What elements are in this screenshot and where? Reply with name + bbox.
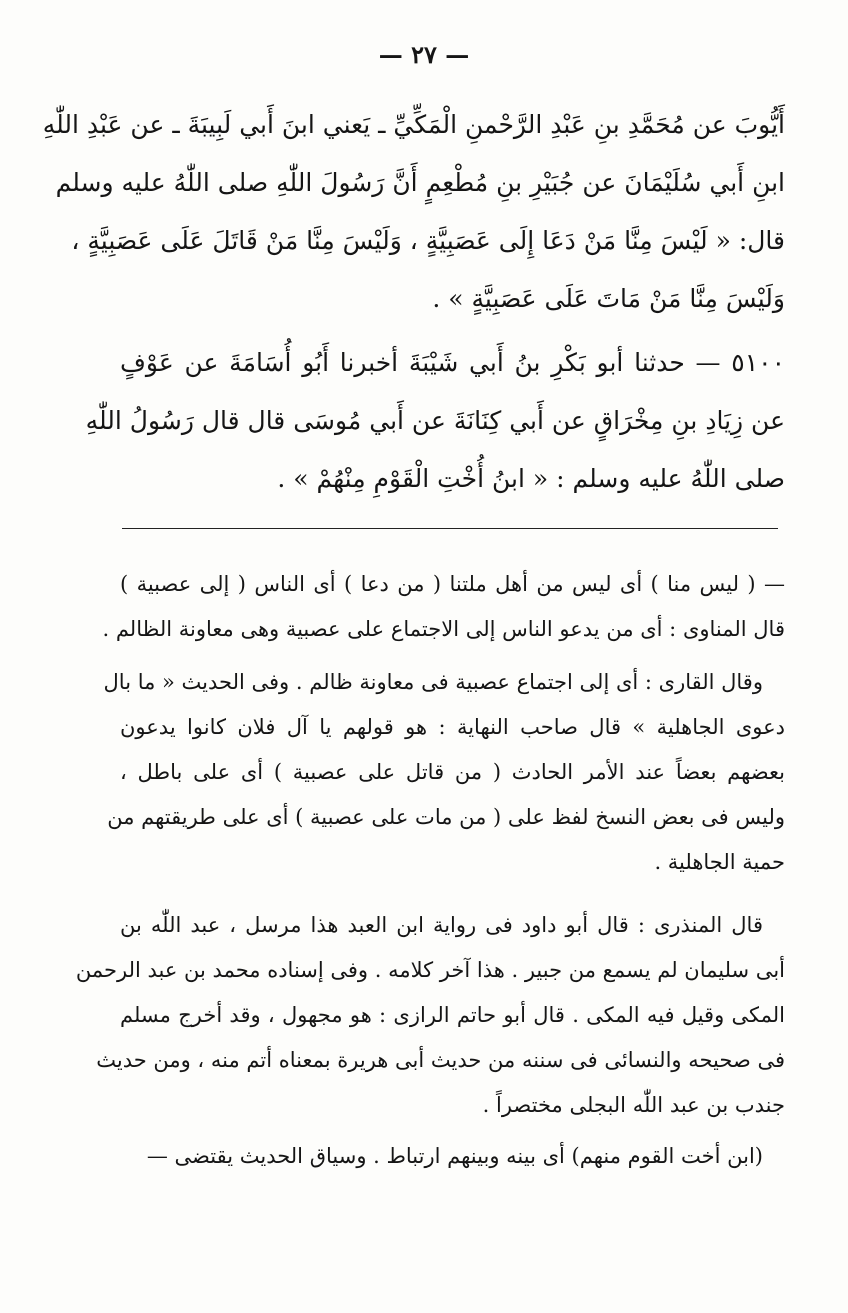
hadith-5100-line: صلى اللّٰهُ عليه وسلم : « ابنُ أُخْتِ الْقَوْمِ مِنْهُمْ » . xyxy=(277,464,785,493)
commentary-line: بعضهم بعضاً عند الأمر الحادث ( من قاتل على عصبية ) أى على باطل ، xyxy=(120,760,785,784)
commentary-line: فى صحيحه والنسائى فى سننه من حديث أبى هريرة بمعناه أتم منه ، ومن حديث xyxy=(96,1048,785,1072)
commentary-line: وقال القارى : أى إلى اجتماع عصبية فى معاونة ظالم . وفى الحديث « ما بال xyxy=(103,670,763,694)
commentary-line: حمية الجاهلية . xyxy=(654,850,785,874)
footnote-divider xyxy=(122,528,778,529)
hadith-5100-line: عن زِيَادِ بنِ مِخْرَاقٍ عن أَبي كِنَانَةَ عن أَبي مُوسَى قال قال رَسُولُ اللّٰهِ xyxy=(85,406,785,435)
page-number: — ٢٧ — xyxy=(378,40,470,69)
commentary-line: — ( ليس منا ) أى ليس من أهل ملتنا ( من دعا ) أى الناس ( إلى عصبية ) xyxy=(120,572,785,596)
commentary-line: جندب بن عبد اللّٰه البجلى مختصراً . xyxy=(482,1093,785,1117)
hadith-line: قال: « لَيْسَ مِنَّا مَنْ دَعَا إِلَى عَصَبِيَّةٍ ، وَلَيْسَ مِنَّا مَنْ قَاتَلَ عَلَى عَصَبِيَّةٍ ، xyxy=(71,226,785,255)
commentary-line: قال المنذرى : قال أبو داود فى رواية ابن العبد هذا مرسل ، عبد اللّٰه بن xyxy=(120,913,763,937)
commentary-line: دعوى الجاهلية » قال صاحب النهاية : هو قولهم يا آل فلان كانوا يدعون xyxy=(120,715,785,739)
hadith-text xyxy=(42,96,785,508)
hadith-5100-line: ٥١٠٠ — حدثنا أبو بَكْرِ بنُ أَبي شَيْبَةَ أخبرنا أَبُو أُسَامَةَ عن عَوْفٍ xyxy=(120,348,785,377)
commentary-line: قال المناوى : أى من يدعو الناس إلى الاجتماع على عصبية وهى معاونة الظالم . xyxy=(102,617,785,641)
hadith-line: أَيُّوبَ عن مُحَمَّدِ بنِ عَبْدِ الرَّحْمنِ الْمَكِّيِّ ـ يَعني ابنَ أَبي لَبِيبَةَ ـ عن عَبْدِ اللّٰهِ xyxy=(42,110,785,139)
commentary-line: أبى سليمان لم يسمع من جبير . هذا آخر كلامه . وفى إسناده محمد بن عبد الرحمن xyxy=(75,958,785,982)
commentary-line: (ابن أخت القوم منهم) أى بينه وبينهم ارتباط . وسياق الحديث يقتضى — xyxy=(146,1144,763,1168)
hadith-line: ابنِ أَبي سُلَيْمَانَ عن جُبَيْرِ بنِ مُطْعِمٍ أَنَّ رَسُولَ اللّٰهِ صلى اللّٰهُ عليه وسلم xyxy=(55,168,785,197)
hadith-line: وَلَيْسَ مِنَّا مَنْ مَاتَ عَلَى عَصَبِيَّةٍ » . xyxy=(432,284,785,313)
commentary-line: المكى وقيل فيه المكى . قال أبو حاتم الرازى : هو مجهول ، وقد أخرج مسلم xyxy=(120,1003,785,1027)
commentary xyxy=(75,562,785,1179)
commentary-line: وليس فى بعض النسخ لفظ على ( من مات على عصبية ) أى على طريقتهم من xyxy=(107,805,785,829)
